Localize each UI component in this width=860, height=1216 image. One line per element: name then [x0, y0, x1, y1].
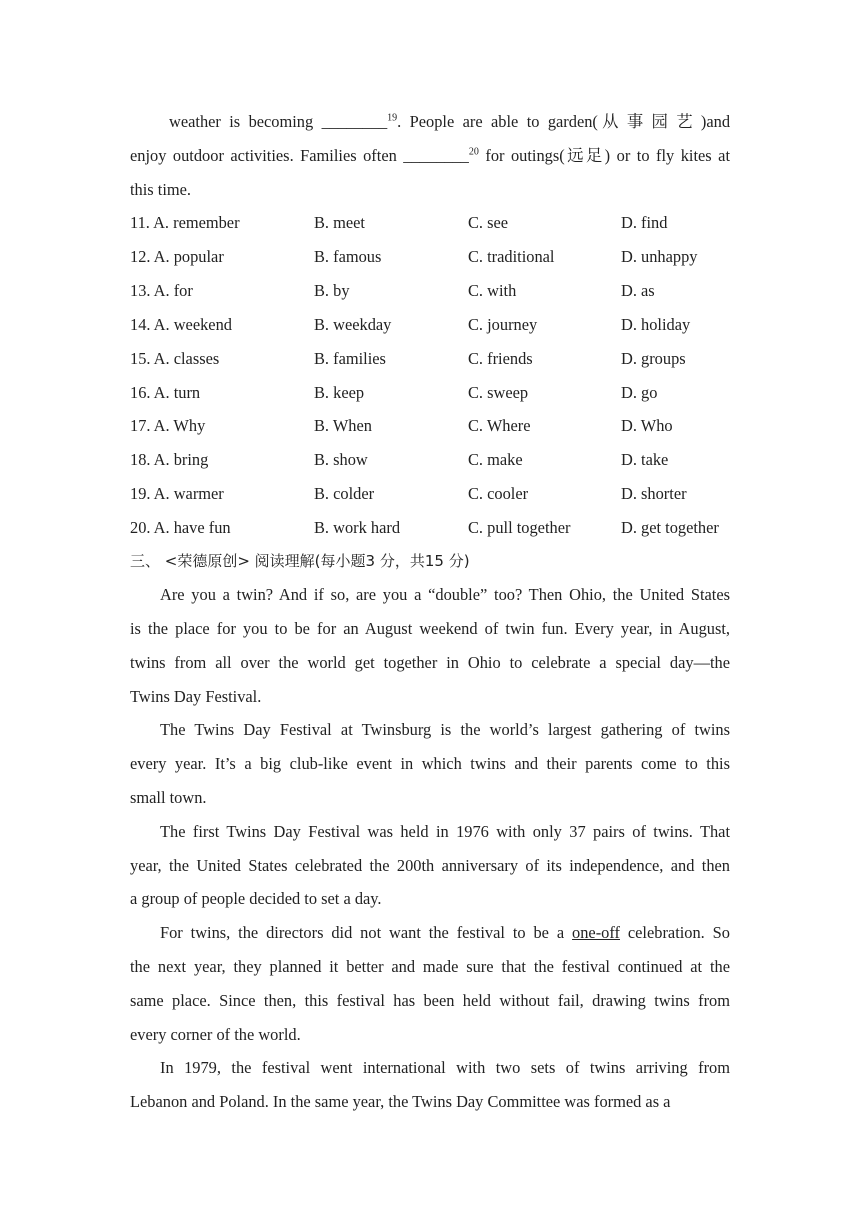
option-a: 19. A. warmer	[130, 484, 224, 503]
option-row-20	[130, 518, 750, 538]
option-b: B. meet	[314, 213, 365, 232]
option-a: 17. A. Why	[130, 416, 206, 435]
option-row-13	[130, 281, 750, 301]
passage-line: Are you a twin? And if so, are you a “double” too? Then Ohio, the United States	[160, 585, 730, 604]
option-a: 14. A. weekend	[130, 315, 232, 334]
option-b: B. keep	[314, 383, 365, 402]
option-d: D. Who	[621, 416, 673, 435]
cloze-line-3: this time.	[130, 180, 192, 199]
option-b: B. show	[314, 450, 368, 469]
option-d: D. holiday	[621, 315, 691, 334]
option-b: B. work hard	[314, 518, 401, 537]
section-heading: 三、 <荣德原创> 阅读理解(每小题3 分，共15 分)	[130, 552, 470, 570]
passage-line: In 1979, the festival went international with two sets of twins arriving from	[160, 1058, 730, 1077]
passage-line: twins from all over the world get together in Ohio to celebrate a special day—the	[130, 653, 730, 672]
option-row-14	[130, 315, 750, 335]
passage-line: same place. Since then, this festival has been held without fail, drawing twins from	[130, 991, 730, 1010]
option-row-16	[130, 383, 750, 403]
passage-line: the next year, they planned it better and made sure that the festival continued at the	[130, 957, 730, 976]
option-row-11	[130, 213, 750, 233]
cloze-line-2: enjoy outdoor activities. Families often ________$^{20}$ for outings(远足) or to fly kites at	[130, 146, 731, 165]
option-d: D. groups	[621, 349, 686, 368]
passage-line: every corner of the world.	[130, 1025, 301, 1044]
option-d: D. shorter	[621, 484, 687, 503]
blank-number-19: 19	[387, 112, 398, 124]
option-row-18	[130, 450, 750, 470]
passage-line: The first Twins Day Festival was held in 1976 with only 37 pairs of twins. That	[160, 822, 730, 841]
option-row-17	[130, 416, 750, 436]
option-c: C. cooler	[468, 484, 529, 503]
passage-line: For twins, the directors did not want the festival to be a one-off celebration. So	[160, 923, 730, 942]
blank-number-20: 20	[468, 146, 479, 158]
option-c: C. see	[468, 213, 509, 232]
option-a: 20. A. have fun	[130, 518, 231, 537]
option-a: 13. A. for	[130, 281, 193, 300]
option-b: B. colder	[314, 484, 375, 503]
option-c: C. pull together	[468, 518, 571, 537]
cloze-line-1: weather is becoming ________$^{19}$. People are able to garden(从事园艺)and	[169, 112, 731, 131]
option-a: 11. A. remember	[130, 213, 240, 232]
passage-line: is the place for you to be for an August weekend of twin fun. Every year, in August,	[130, 619, 730, 638]
option-row-19	[130, 484, 750, 504]
option-c: C. sweep	[468, 383, 529, 402]
option-d: D. unhappy	[621, 247, 698, 266]
option-c: C. Where	[468, 416, 531, 435]
underlined-word-one-off: one-off	[572, 923, 620, 942]
option-c: C. make	[468, 450, 523, 469]
option-b: B. famous	[314, 247, 382, 266]
option-c: C. with	[468, 281, 517, 300]
passage-line: small town.	[130, 788, 207, 807]
passage-line: year, the United States celebrated the 200th anniversary of its independence, and then	[130, 856, 730, 875]
option-d: D. as	[621, 281, 655, 300]
option-c: C. traditional	[468, 247, 555, 266]
option-d: D. get together	[621, 518, 719, 537]
option-row-12	[130, 247, 750, 267]
passage-line: Twins Day Festival.	[130, 687, 262, 706]
option-c: C. friends	[468, 349, 533, 368]
passage-line: The Twins Day Festival at Twinsburg is the world’s largest gathering of twins	[160, 720, 730, 739]
option-b: B. by	[314, 281, 350, 300]
option-a: 12. A. popular	[130, 247, 224, 266]
option-a: 15. A. classes	[130, 349, 220, 368]
passage-line: Lebanon and Poland. In the same year, the Twins Day Committee was formed as a	[130, 1092, 671, 1111]
passage-line: every year. It’s a big club-like event in which twins and their parents come to this	[130, 754, 730, 773]
option-b: B. families	[314, 349, 386, 368]
option-d: D. go	[621, 383, 658, 402]
option-d: D. find	[621, 213, 668, 232]
option-c: C. journey	[468, 315, 538, 334]
option-row-15	[130, 349, 750, 369]
passage-line: a group of people decided to set a day.	[130, 889, 382, 908]
option-d: D. take	[621, 450, 669, 469]
option-b: B. weekday	[314, 315, 392, 334]
option-b: B. When	[314, 416, 372, 435]
option-a: 18. A. bring	[130, 450, 209, 469]
option-a: 16. A. turn	[130, 383, 201, 402]
